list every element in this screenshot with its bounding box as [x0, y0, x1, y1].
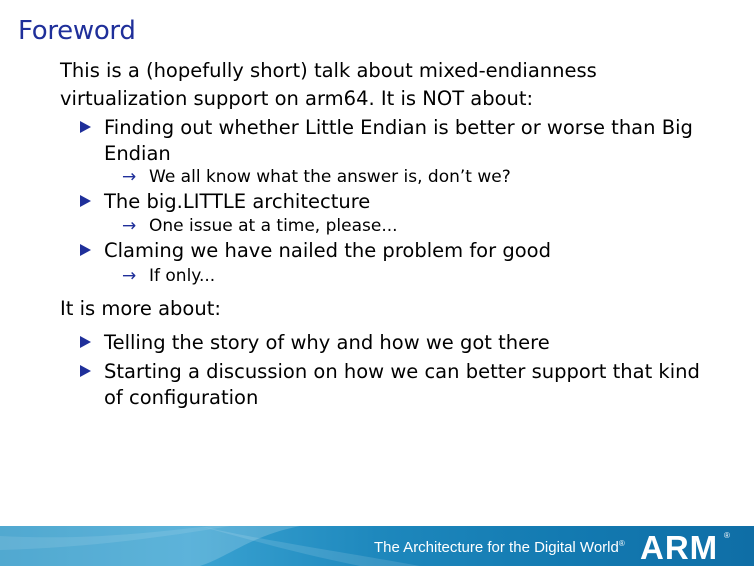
list-item-text: Starting a discussion on how we can better support that kind of configuration: [104, 360, 700, 409]
arrow-right-icon: →: [122, 167, 137, 187]
arrow-right-icon: →: [122, 266, 137, 286]
footer-tagline: The Architecture for the Digital World®: [374, 539, 625, 556]
intro-line-1: This is a (hopefully short) talk about mixed-endianness: [60, 59, 597, 82]
triangle-bullet-icon: [80, 336, 91, 348]
sub-item-text: If only...: [149, 266, 216, 286]
triangle-bullet-icon: [80, 195, 91, 207]
triangle-bullet-icon: [80, 121, 91, 133]
list-item-text: The big.LITTLE architecture: [104, 190, 371, 213]
logo-registered-mark: ®: [724, 531, 730, 540]
footer-band: [0, 526, 754, 566]
arm-logo: ARM: [640, 529, 719, 566]
list-item-text: Claming we have nailed the problem for good: [104, 239, 551, 262]
sub-item-text: We all know what the answer is, don’t we?: [149, 167, 511, 187]
sub-item-text: One issue at a time, please...: [149, 216, 398, 236]
intro-line-2: virtualization support on arm64. It is NOT about:: [60, 87, 534, 110]
slide-title: Foreword: [18, 16, 136, 46]
list-item-text: Telling the story of why and how we got there: [104, 331, 550, 354]
list-item-text: Finding out whether Little Endian is better or worse than Big Endian: [104, 116, 693, 165]
intro-paragraph: [60, 57, 720, 113]
more-about-label: It is more about:: [60, 297, 221, 320]
triangle-bullet-icon: [80, 365, 91, 377]
arrow-right-icon: →: [122, 216, 137, 236]
triangle-bullet-icon: [80, 244, 91, 256]
